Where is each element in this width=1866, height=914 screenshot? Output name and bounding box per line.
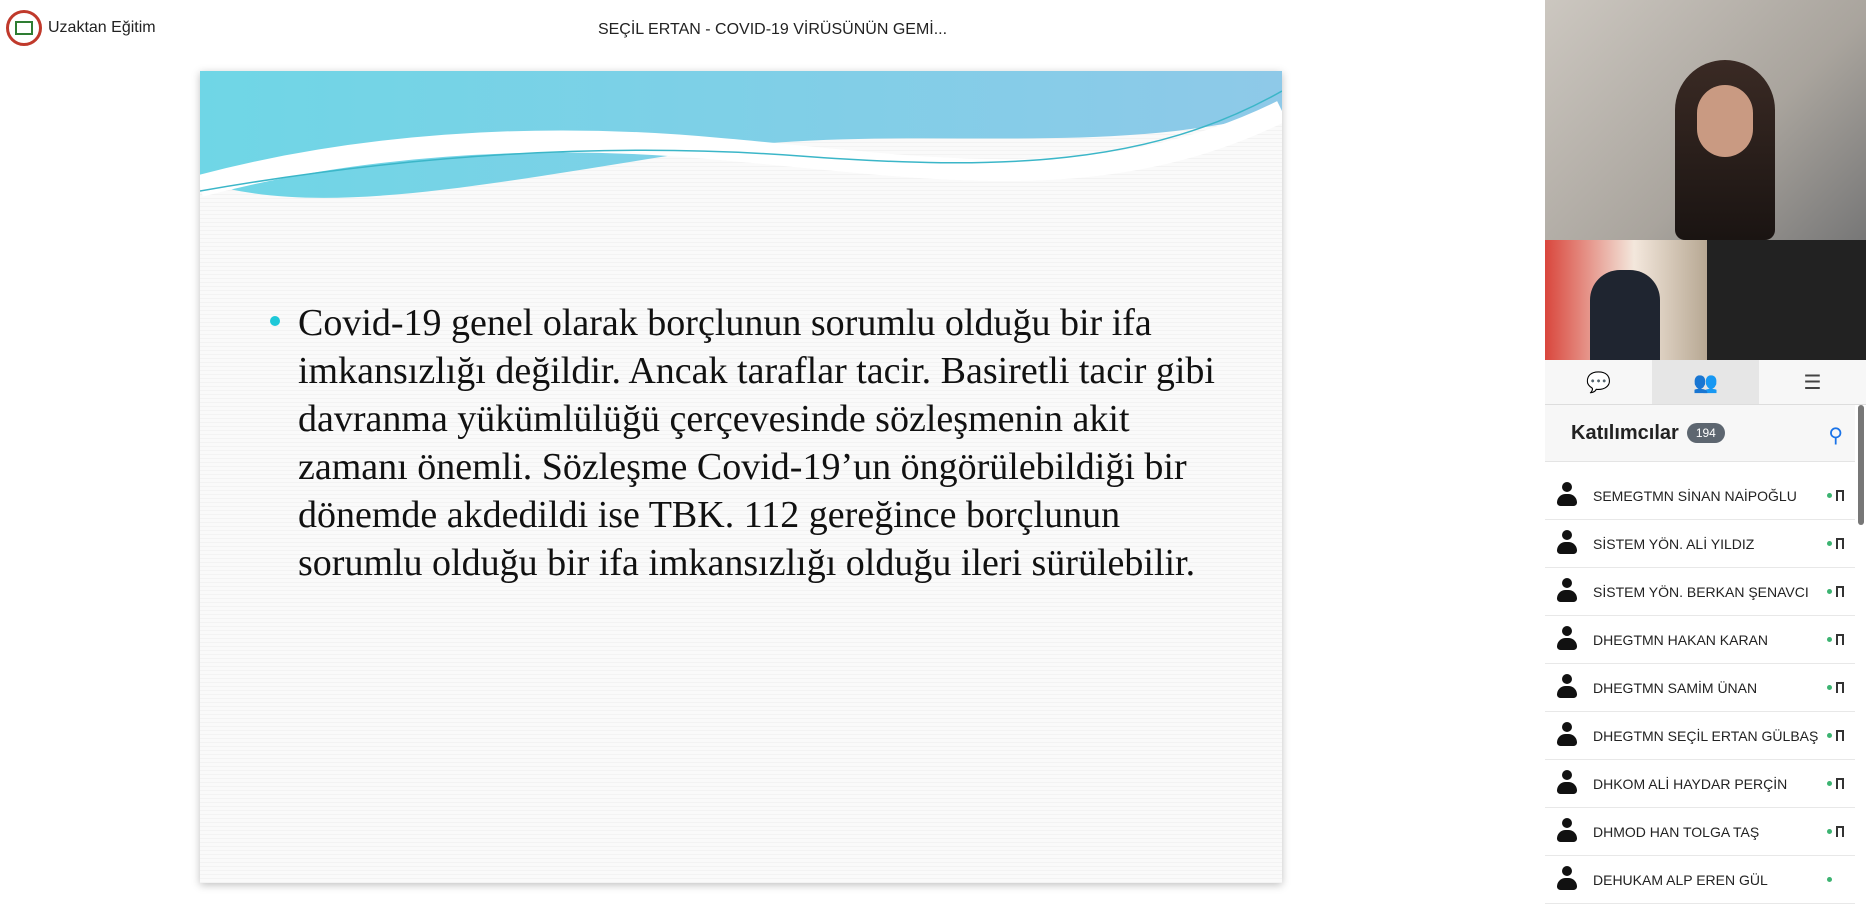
participants-header [1545, 405, 1855, 462]
session-title: SEÇİL ERTAN - COVID-19 VİRÜSÜNÜN GEMİ... [597, 21, 948, 38]
participant-name: DHMOD HAN TOLGA TAŞ [1593, 823, 1760, 840]
participant-name: DHEGTMN SAMİM ÜNAN [1593, 679, 1758, 696]
bookmark-icon[interactable] [1836, 586, 1844, 597]
bullet-icon [270, 316, 280, 326]
list-tab-icon[interactable]: ☰ [1803, 371, 1822, 394]
participant-count-badge: 194 [1687, 423, 1725, 443]
bookmark-icon[interactable] [1836, 634, 1844, 645]
empty-video-slot [1707, 240, 1866, 360]
top-bar [0, 0, 1545, 60]
user-icon [1555, 818, 1579, 844]
online-status-icon [1827, 541, 1832, 546]
search-icon[interactable]: ⚲ [1828, 425, 1843, 447]
participant-row[interactable] [1545, 616, 1855, 664]
wave-decoration [200, 71, 1282, 271]
brand-name: Uzaktan Eğitim [48, 19, 156, 36]
participant-name: DHEGTMN HAKAN KARAN [1593, 631, 1769, 648]
online-status-icon [1827, 829, 1832, 834]
participant-row[interactable] [1545, 712, 1855, 760]
online-status-icon [1827, 781, 1832, 786]
participant-name: SİSTEM YÖN. BERKAN ŞENAVCI [1593, 583, 1809, 600]
user-icon [1555, 866, 1579, 892]
user-icon [1555, 482, 1579, 508]
bookmark-icon[interactable] [1836, 682, 1844, 693]
online-status-icon [1827, 493, 1832, 498]
online-status-icon [1827, 877, 1832, 882]
participant-row[interactable] [1545, 856, 1855, 904]
participant-row[interactable] [1545, 568, 1855, 616]
user-icon [1555, 530, 1579, 556]
participants-tab-icon[interactable]: 👥 [1652, 360, 1759, 404]
online-status-icon [1827, 685, 1832, 690]
bookmark-icon[interactable] [1836, 490, 1844, 501]
chat-tab-icon[interactable]: 💬 [1586, 371, 1611, 394]
bookmark-icon[interactable] [1836, 826, 1844, 837]
user-icon [1555, 626, 1579, 652]
scrollbar[interactable] [1858, 405, 1864, 525]
participant-row[interactable] [1545, 760, 1855, 808]
participant-list [1545, 472, 1855, 904]
bookmark-icon[interactable] [1836, 778, 1844, 789]
participant-row[interactable] [1545, 664, 1855, 712]
participant-name: DHEGTMN SEÇİL ERTAN GÜLBAŞ [1593, 727, 1819, 744]
user-icon [1555, 578, 1579, 604]
participant-row[interactable] [1545, 808, 1855, 856]
participant-name: SEMEGTMN SİNAN NAİPOĞLU [1593, 487, 1797, 504]
participant-name: DHKOM ALİ HAYDAR PERÇİN [1593, 775, 1788, 792]
online-status-icon [1827, 637, 1832, 642]
online-status-icon [1827, 733, 1832, 738]
user-icon [1555, 770, 1579, 796]
participant-row[interactable] [1545, 520, 1855, 568]
presenter-video[interactable] [1545, 0, 1866, 240]
presentation-slide [200, 71, 1282, 883]
bookmark-icon[interactable] [1836, 730, 1844, 741]
panel-tabs [1545, 360, 1866, 405]
user-icon [1555, 722, 1579, 748]
user-icon [1555, 674, 1579, 700]
participant-name: SİSTEM YÖN. ALİ YILDIZ [1593, 535, 1755, 552]
online-status-icon [1827, 589, 1832, 594]
participant-video[interactable] [1545, 240, 1707, 360]
participants-title: Katılımcılar [1571, 421, 1679, 444]
slide-text: Covid-19 genel olarak borçlunun sorumlu olduğu bir ifa imkansızlığı değildir. Ancak taraflar tacir. Basiretli tacir gibi davranma yükümlülüğü çerçevesinde sözleşmenin akit zamanı önemli. Sözleşme Covid-19’un öngörülebildiği bir dönemde akdedildi ise TBK. 112 gereğince borçlunun sorumlu olduğu bir ifa imkansızlığı olduğu ileri sürülebilir. [298, 302, 1215, 584]
participant-row[interactable] [1545, 472, 1855, 520]
bookmark-icon[interactable] [1836, 538, 1844, 549]
participant-name: DEHUKAM ALP EREN GÜL [1593, 871, 1768, 888]
